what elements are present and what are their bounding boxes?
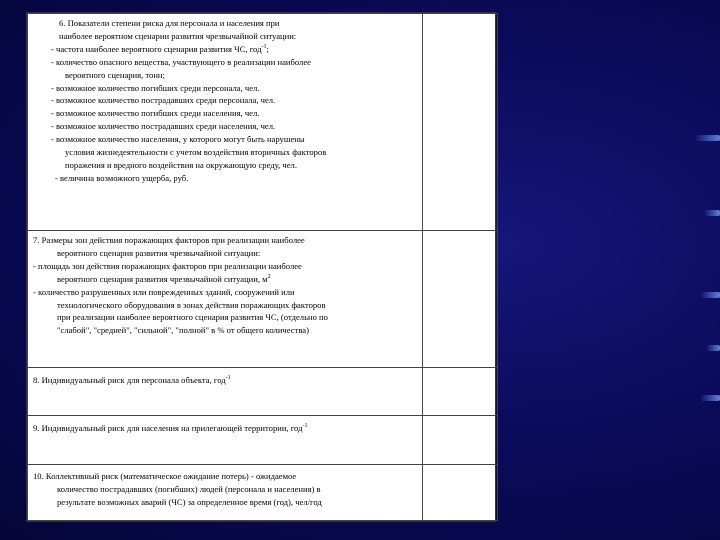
section-7-line: - количество разрушенных или поврежденных зданий, сооружений или (33, 286, 295, 297)
section-10-cell (28, 465, 423, 521)
section-7-value-cell (423, 231, 498, 368)
section-6-line: - возможное количество погибших среди населения, чел. (51, 108, 260, 119)
section-10-value-cell (423, 465, 498, 521)
document-table (26, 12, 496, 522)
section-9-value-cell (423, 416, 498, 465)
decor-stripe (706, 345, 720, 351)
section-7-cell (28, 231, 423, 368)
decor-stripe (704, 210, 720, 216)
section-6-line: - возможное количество населения, у которого могут быть нарушены (51, 134, 305, 145)
section-6-line: - возможное количество пострадавших среди персонала, чел. (51, 95, 276, 106)
section-7-line: вероятного сценария развития чрезвычайной ситуации: (57, 247, 261, 258)
section-6-line: - количество опасного вещества, участвующего в реализации наиболее (51, 56, 311, 67)
section-6-cell (28, 14, 423, 231)
decor-stripe (700, 395, 720, 401)
section-8-cell (28, 368, 423, 416)
section-7-line: - площадь зон действия поражающих факторов при реализации наиболее (33, 260, 302, 271)
section-10-line: количество пострадавших (погибших) людей (персонала и населения) в (57, 483, 321, 494)
section-6-line: - частота наиболее вероятного сценария развития ЧС, год$^{-1}$; (51, 43, 269, 54)
section-6-line: вероятного сценария, тонн; (65, 69, 165, 80)
section-10-line: результате возможных аварий (ЧС) за определенное время (год), чел/год (57, 496, 322, 507)
section-6-line: - возможное количество погибших среди персонала, чел. (51, 82, 260, 93)
section-6-line: - величина возможного ущерба, руб. (55, 172, 189, 183)
section-8-text: 8. Индивидуальный риск для персонала объекта, год$^{-1}$ (33, 375, 231, 385)
section-7-line: "слабой", "средней", "сильной", "полной" в % от общего количества) (57, 325, 309, 336)
section-9-text: 9. Индивидуальный риск для населения на прилегающей территории, год$^{-1}$ (33, 423, 308, 433)
section-10-heading: 10. Коллективный риск (математическое ожидание потерь) - ожидаемое (33, 471, 297, 481)
section-6-value-cell (423, 14, 498, 231)
section-7-line: вероятного сценария развития чрезвычайной ситуации, $м^2$ (57, 273, 271, 284)
section-6-line: поражения и вредного воздействия на окружающую среду, чел. (65, 159, 297, 170)
section-7-heading: 7. Размеры зон действия поражающих факторов при реализации наиболее (33, 235, 305, 245)
section-6-line: условия жизнедеятельности с учетом воздействия вторичных факторов (65, 147, 327, 158)
section-6-line: - возможное количество пострадавших среди населения, чел. (51, 121, 276, 132)
section-7-line: технологического оборудования в зонах действия поражающих факторов (57, 299, 326, 310)
section-8-value-cell (423, 368, 498, 416)
section-7-line: при реализации наиболее вероятного сценария развития ЧС, (отдельно по (57, 312, 328, 323)
decor-stripe (700, 292, 720, 298)
decor-stripe (694, 135, 720, 141)
section-6-line: наиболее вероятном сценарии развития чрезвычайной ситуации: (59, 30, 297, 41)
section-9-cell (28, 416, 423, 465)
section-6-heading: 6. Показатели степени риска для персонала и населения при (59, 18, 280, 28)
